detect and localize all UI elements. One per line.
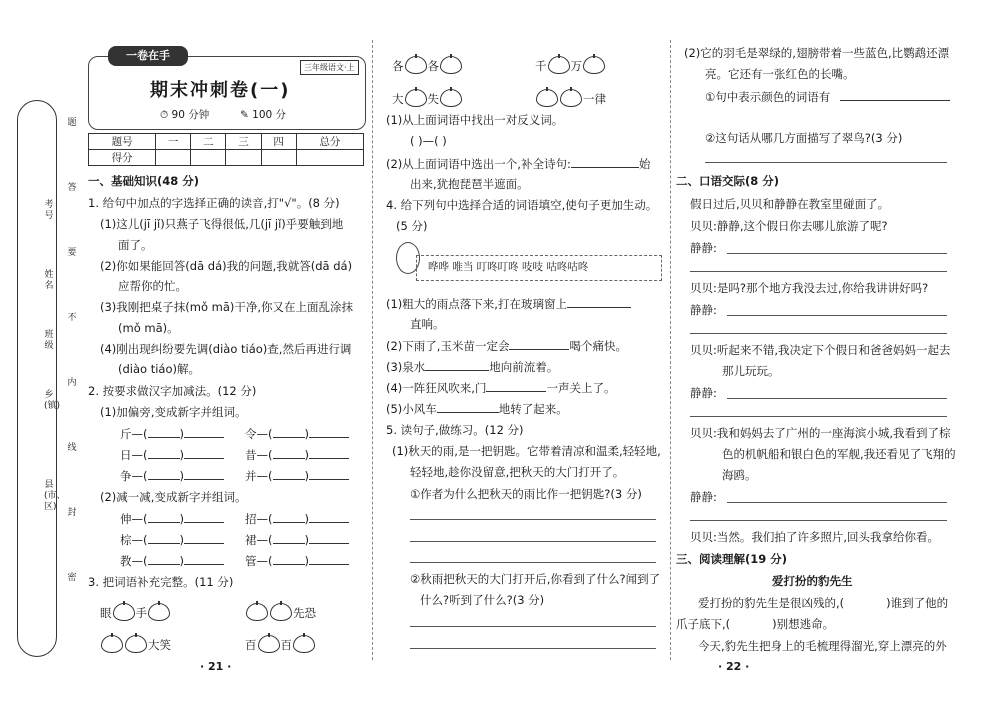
- answer-blank[interactable]: [148, 553, 180, 565]
- question-line: [386, 296, 631, 312]
- sub-question: (1)加偏旁,变成新字并组词。: [100, 405, 247, 419]
- paren: ): [304, 512, 309, 526]
- paren: ): [304, 469, 309, 483]
- question-title: 4. 给下列句中选择合适的词语填空,使句子更加生动。: [386, 198, 658, 212]
- peach-blank[interactable]: [548, 56, 570, 74]
- answer-blank[interactable]: [309, 511, 349, 523]
- score-cell[interactable]: [296, 150, 363, 166]
- peach-blank[interactable]: [293, 635, 315, 653]
- answer-blank[interactable]: [148, 511, 180, 523]
- seal-char: 线: [67, 443, 77, 453]
- passage-line: (1)秋天的雨,是一把钥匙。它带着清凉和温柔,轻轻地,: [392, 444, 661, 458]
- dialogue-line: 静静:: [690, 490, 717, 504]
- fill-row: [245, 532, 349, 548]
- answer-blank[interactable]: [273, 447, 305, 459]
- dialogue-line: 贝贝:我和妈妈去了广州的一座海滨小城,我看到了棕: [690, 426, 951, 440]
- passage-line: (2)它的羽毛是翠绿的,翅膀带着一些蓝色,比鹦鹉还漂: [684, 46, 950, 60]
- peach-blank[interactable]: [583, 56, 605, 74]
- score-cell[interactable]: [156, 150, 191, 166]
- answer-blank[interactable]: [309, 553, 349, 565]
- dialogue-line: 海鸥。: [722, 468, 757, 482]
- answer-blank[interactable]: [184, 447, 224, 459]
- fill-row: [245, 553, 349, 569]
- score-cell[interactable]: [191, 150, 226, 166]
- score-table: [88, 133, 364, 166]
- question-line: [705, 89, 950, 105]
- score-cell[interactable]: [261, 150, 296, 166]
- idiom-char: 大笑: [148, 638, 171, 652]
- page-title: 期末冲刺卷(一): [150, 80, 291, 101]
- fill-row: [120, 511, 224, 527]
- answer-blank[interactable]: [425, 359, 489, 371]
- field-label: 考号: [44, 200, 54, 221]
- passage-line: 今天,豹先生把身上的毛梳理得溜光,穿上漂亮的外: [698, 639, 947, 653]
- paren: ): [179, 554, 184, 568]
- question-line: (mǒ mā)。: [118, 321, 179, 335]
- question-text: 始: [638, 157, 651, 171]
- field-label: 姓名: [44, 270, 54, 291]
- dialogue-line: 静静:: [690, 241, 717, 255]
- answer-blank[interactable]: [486, 380, 546, 392]
- answer-blank[interactable]: [840, 89, 950, 101]
- question-text: 喝个痛快。: [569, 339, 627, 353]
- question-text: 一声关上了。: [546, 381, 616, 395]
- seal-char: 内: [67, 378, 77, 388]
- answer-blank[interactable]: [309, 426, 349, 438]
- paren: ): [304, 427, 309, 441]
- question-text: (2)从上面词语中选出一个,补全诗句:: [386, 157, 571, 171]
- dialogue-line: 静静:: [690, 386, 717, 400]
- question-line: 什么?听到了什么?(3 分): [420, 593, 545, 607]
- idiom-item: [100, 603, 171, 621]
- answer-blank[interactable]: [184, 532, 224, 544]
- question-title: 1. 给句中加点的字选择正确的读音,打"√"。(8 分): [88, 196, 340, 210]
- seal-char: 密: [67, 573, 77, 583]
- question-line: 出来,犹抱琵琶半遮面。: [410, 177, 529, 191]
- question-text: 地向前流着。: [489, 360, 559, 374]
- question-text: (3)泉水: [386, 360, 426, 374]
- dialogue-line: 贝贝:当然。我们拍了许多照片,回头我拿给你看。: [690, 530, 940, 544]
- idiom-char: 一律: [583, 92, 606, 106]
- question-text: (1)粗大的雨点落下来,打在玻璃窗上: [386, 297, 567, 311]
- time-limit: ⏱ 90 分钟: [160, 109, 210, 121]
- section-title: 三、阅读理解(19 分): [676, 552, 788, 566]
- answer-blank[interactable]: [509, 338, 569, 350]
- answer-blank[interactable]: [184, 426, 224, 438]
- score-header: 二: [191, 134, 226, 150]
- idiom-char: 先恐: [293, 606, 316, 620]
- idiom-char: 眼: [100, 606, 112, 620]
- peach-blank[interactable]: [246, 603, 268, 621]
- answer-blank[interactable]: [184, 468, 224, 480]
- series-banner: 一卷在手: [108, 46, 188, 66]
- char-prompt: 日—(: [120, 448, 148, 462]
- answer-line[interactable]: [690, 271, 947, 272]
- peach-blank[interactable]: [536, 89, 558, 107]
- passage-text: )谁到了他的: [886, 596, 949, 610]
- field-label: 班级: [44, 330, 54, 351]
- answer-blank[interactable]: [273, 511, 305, 523]
- fill-row: [120, 426, 224, 442]
- char-prompt: 斤—(: [120, 427, 148, 441]
- answer-line[interactable]: [410, 626, 656, 627]
- question-text: (4)一阵狂风吹来,门: [386, 381, 487, 395]
- passage-line: 亮。它还有一张红色的长嘴。: [705, 67, 855, 81]
- answer-blank[interactable]: [273, 532, 305, 544]
- dialogue-line: 那儿玩玩。: [722, 364, 780, 378]
- word-bank-words: 哗哗 唯当 叮咚叮咚 吱吱 咕咚咕咚: [428, 261, 589, 273]
- paren: ): [179, 533, 184, 547]
- fill-row: [120, 468, 224, 484]
- answer-line[interactable]: [690, 520, 947, 521]
- question-line: (1)这儿(jī jǐ)只燕子飞得很低,几(jī jǐ)乎要触到地: [100, 217, 344, 231]
- question-line: [386, 380, 615, 396]
- char-prompt: 令—(: [245, 427, 273, 441]
- question-title: 2. 按要求做汉字加减法。(12 分): [88, 384, 257, 398]
- answer-blank[interactable]: [273, 426, 305, 438]
- question-text: ①句中表示颜色的词语有: [705, 90, 831, 104]
- answer-line[interactable]: [690, 416, 947, 417]
- question-text: (2)下雨了,玉米苗一定会: [386, 339, 510, 353]
- idiom-item: [245, 603, 316, 621]
- peach-blank[interactable]: [405, 89, 427, 107]
- seal-char: 题: [67, 118, 77, 128]
- answer-line[interactable]: [705, 162, 947, 163]
- idiom-item: [535, 89, 606, 107]
- paren: ): [304, 554, 309, 568]
- seal-char: 要: [67, 248, 77, 258]
- fill-row: [120, 532, 224, 548]
- idiom-item: [100, 635, 171, 653]
- field-label: 乡(镇): [44, 390, 61, 411]
- char-prompt: 争—(: [120, 469, 148, 483]
- column-divider: [372, 40, 373, 660]
- idiom-char: 各: [427, 59, 439, 73]
- idiom-item: [535, 56, 606, 74]
- question-line: (4)刚出现纠纷要先调(diào tiáo)查,然后再进行调: [100, 342, 352, 356]
- passage-text: 爱打扮的豹先生是很凶残的,(: [698, 596, 845, 610]
- paren: ): [304, 448, 309, 462]
- fill-row: [245, 447, 349, 463]
- grade-tag: 三年级语文·上: [300, 60, 359, 75]
- question-line: (diào tiáo)解。: [118, 362, 200, 376]
- answer-blank[interactable]: [309, 532, 349, 544]
- answer-blank[interactable]: [184, 511, 224, 523]
- question-line: ①作者为什么把秋天的雨比作一把钥匙?(3 分): [410, 487, 642, 501]
- char-prompt: 管—(: [245, 554, 273, 568]
- passage-text: )别想逃命。: [772, 617, 835, 631]
- idiom-char: 千: [535, 59, 547, 73]
- peach-blank[interactable]: [125, 635, 147, 653]
- answer-line[interactable]: [727, 253, 947, 254]
- total-score: ✎ 100 分: [240, 109, 287, 121]
- idiom-item: [392, 56, 463, 74]
- seal-char: 答: [67, 183, 77, 193]
- answer-blank[interactable]: [309, 447, 349, 459]
- fill-row: [245, 468, 349, 484]
- section-title: 一、基础知识(48 分): [88, 174, 200, 188]
- score-header: 一: [156, 134, 191, 150]
- peach-blank[interactable]: [560, 89, 582, 107]
- fill-row: [120, 553, 224, 569]
- question-line: [386, 156, 650, 172]
- dialogue-line: 贝贝:是吗?那个地方我没去过,你给我讲讲好吗?: [690, 281, 929, 295]
- score-header: 总分: [296, 134, 363, 150]
- answer-line[interactable]: [410, 519, 656, 520]
- score-header: 三: [226, 134, 261, 150]
- question-title: 5. 读句子,做练习。(12 分): [386, 423, 524, 437]
- question-line: 面了。: [118, 238, 153, 252]
- answer-line[interactable]: [410, 541, 656, 542]
- question-text: 地转了起来。: [498, 402, 568, 416]
- answer-line[interactable]: [727, 502, 947, 503]
- dialogue-line: 贝贝:听起来不错,我决定下个假日和爸爸妈妈一起去: [690, 343, 951, 357]
- passage-line: [676, 617, 834, 632]
- peach-blank[interactable]: [440, 89, 462, 107]
- seal-char: 不: [67, 313, 77, 323]
- answer-blank[interactable]: [567, 296, 631, 308]
- answer-blank[interactable]: [571, 156, 639, 168]
- time-value: 90 分钟: [171, 109, 210, 121]
- answer-blank[interactable]: [184, 553, 224, 565]
- question-line: [386, 359, 558, 375]
- idiom-char: 百: [280, 638, 292, 652]
- score-cell[interactable]: [226, 150, 261, 166]
- idiom-char: 百: [245, 638, 257, 652]
- answer-blank[interactable]: [273, 553, 305, 565]
- answer-line[interactable]: [410, 562, 656, 563]
- page-number: · 21 ·: [200, 660, 232, 673]
- paren: ): [179, 512, 184, 526]
- dialogue-line: 静静:: [690, 303, 717, 317]
- score-header: 题号: [89, 134, 156, 150]
- passage-text: 爪子底下,(: [676, 617, 731, 631]
- question-line: [386, 338, 627, 354]
- question-line: [386, 401, 568, 417]
- char-prompt: 裙—(: [245, 533, 273, 547]
- dialogue-line: 色的机帆船和银白色的军舰,我还看见了飞翔的: [722, 447, 956, 461]
- char-prompt: 昔—(: [245, 448, 273, 462]
- peach-blank[interactable]: [101, 635, 123, 653]
- answer-line[interactable]: [690, 333, 947, 334]
- idiom-char: 各: [392, 59, 404, 73]
- passage-line: [698, 596, 948, 611]
- sub-question: (2)减一减,变成新字并组词。: [100, 490, 247, 504]
- peach-blank[interactable]: [258, 635, 280, 653]
- peach-blank[interactable]: [405, 56, 427, 74]
- question-score: (5 分): [396, 219, 428, 233]
- answer-line[interactable]: [727, 398, 947, 399]
- idiom-char: 大: [392, 92, 404, 106]
- answer-blank[interactable]: [148, 447, 180, 459]
- question-line: 直响。: [410, 317, 445, 331]
- char-prompt: 棕—(: [120, 533, 148, 547]
- field-label: 县(市、区): [44, 480, 66, 512]
- story-title: 爱打扮的豹先生: [772, 574, 853, 588]
- question-line: (1)从上面词语中找出一对反义词。: [386, 113, 564, 127]
- idiom-item: [392, 89, 463, 107]
- answer-line[interactable]: [727, 315, 947, 316]
- question-line: 应帮你的忙。: [118, 279, 187, 293]
- answer-blank[interactable]: [273, 468, 305, 480]
- question-line: (2)你如果能回答(dā dá)我的问题,我就答(dā dá): [100, 259, 353, 273]
- answer-blank[interactable]: [148, 532, 180, 544]
- paren: ): [179, 448, 184, 462]
- answer-parens[interactable]: ( )—( ): [410, 134, 447, 148]
- fill-row: [245, 511, 349, 527]
- answer-blank[interactable]: [148, 426, 180, 438]
- idiom-char: 手: [135, 606, 147, 620]
- peach-blank[interactable]: [270, 603, 292, 621]
- char-prompt: 伸—(: [120, 512, 148, 526]
- idiom-item: [245, 635, 316, 653]
- answer-line[interactable]: [410, 648, 656, 649]
- paren: ): [304, 533, 309, 547]
- passage-line: 轻轻地,趁你没留意,把秋天的大门打开了。: [410, 465, 625, 479]
- answer-blank[interactable]: [309, 468, 349, 480]
- question-line: (3)我刚把桌子抹(mǒ mā)干净,你又在上面乱涂抹: [100, 300, 354, 314]
- peach-blank[interactable]: [113, 603, 135, 621]
- column-divider: [670, 40, 671, 660]
- peach-blank[interactable]: [440, 56, 462, 74]
- seal-char: 封: [67, 508, 77, 518]
- idiom-char: 失: [427, 92, 439, 106]
- dialogue-line: 贝贝:静静,这个假日你去哪儿旅游了呢?: [690, 219, 888, 233]
- question-title: 3. 把词语补充完整。(11 分): [88, 575, 234, 589]
- question-line: ②秋雨把秋天的大门打开后,你看到了什么?闻到了: [410, 572, 661, 586]
- answer-blank[interactable]: [437, 401, 499, 413]
- seal-strip: [17, 100, 66, 657]
- score-header: 四: [261, 134, 296, 150]
- score-value: 100 分: [252, 109, 287, 121]
- fill-row: [120, 447, 224, 463]
- char-prompt: 教—(: [120, 554, 148, 568]
- peach-blank[interactable]: [148, 603, 170, 621]
- char-prompt: 并—(: [245, 469, 273, 483]
- paren: ): [179, 427, 184, 441]
- paren: ): [179, 469, 184, 483]
- score-row-label: 得分: [89, 150, 156, 166]
- dialogue-line: 假日过后,贝贝和静静在教室里碰面了。: [690, 197, 890, 211]
- answer-blank[interactable]: [148, 468, 180, 480]
- idiom-char: 万: [570, 59, 582, 73]
- page-number: · 22 ·: [718, 660, 750, 673]
- fill-row: [245, 426, 349, 442]
- section-title: 二、口语交际(8 分): [676, 174, 780, 188]
- char-prompt: 招—(: [245, 512, 273, 526]
- question-line: ②这句话从哪几方面描写了翠鸟?(3 分): [705, 131, 903, 145]
- question-text: (5)小风车: [386, 402, 437, 416]
